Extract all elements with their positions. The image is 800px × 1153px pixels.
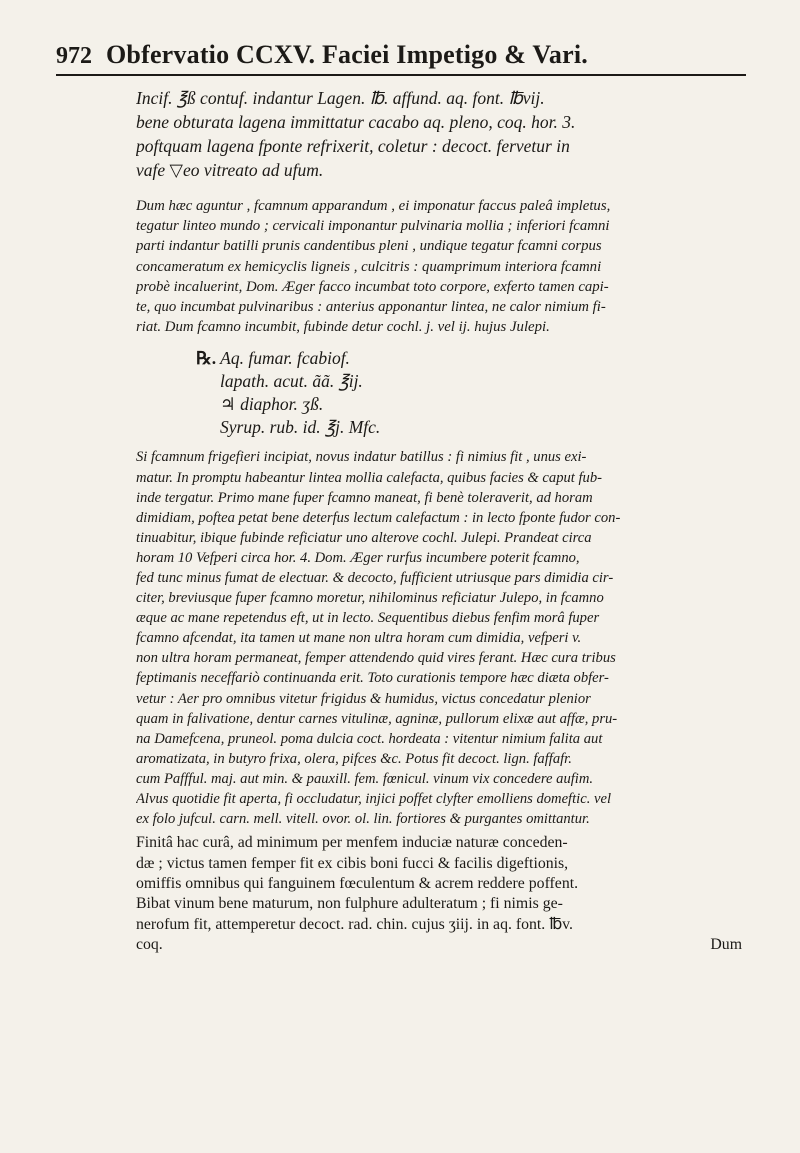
- text-line: fed tunc minus fumat de electuar. & decocto, fufficient utriusque pars dimidia cir-: [136, 569, 614, 586]
- text-line: te, quo incumbat pulvinaribus : anterius apponantur lintea, ne calor nimium fi-: [136, 299, 606, 316]
- text-line: Finitâ hac curâ, ad minimum per menfem induciæ naturæ conceden-: [136, 834, 568, 852]
- text-line: poftquam lagena fponte refrixerit, coletur : decoct. fervetur in: [136, 136, 570, 156]
- paragraph-aftercare: [136, 833, 742, 935]
- page-body: [136, 86, 742, 955]
- text-line: na Damefcena, pruneol. poma dulcia coct. hordeata : vitentur nimium falita aut: [136, 730, 603, 747]
- paragraph-scamnum-preparation: [136, 196, 742, 337]
- text-line: parti indantur batilli prunis candentibus pleni , undique tegatur fcamni corpus: [136, 238, 602, 255]
- text-line: horam 10 Vefperi circa hor. 4. Dom. Æger rurfus incumbere poterit fcamno,: [136, 549, 580, 566]
- recipe-line: [196, 347, 742, 370]
- text-line: non ultra horam permaneat, femper attendendo quid vires ferant. Hæc cura tribus: [136, 650, 616, 667]
- text-line: riat. Dum fcamno incumbit, fubinde detur cochl. j. vel ij. hujus Julepi.: [136, 319, 550, 336]
- paragraph-treatment-regimen: [136, 447, 742, 829]
- text-line: inde tergatur. Primo mane fuper fcamno maneat, fi benè toleraverit, ad horam: [136, 489, 593, 506]
- text-line: vetur : Aer pro omnibus vitetur frigidus & humidus, victus concedatur plenior: [136, 690, 591, 707]
- text-line: bene obturata lagena immittatur cacabo aq. pleno, coq. hor. 3.: [136, 112, 576, 132]
- text-line: omiffis omnibus qui fanguinem fœculentum & acrem reddere poffent.: [136, 875, 579, 893]
- text-line: probè incaluerint, Dom. Æger facco incumbat toto corpore, exferto tamen capi-: [136, 278, 609, 295]
- text-line: Alvus quotidie fit aperta, fi occludatur, injici poffet clyfter emolliens domeftic. vel: [136, 791, 612, 808]
- text-line: concameratum ex hemicyclis ligneis , culcitris : quamprimum interiora fcamni: [136, 258, 602, 275]
- recipe-line: Syrup. rub. id. ℥j. Mfc.: [220, 417, 381, 438]
- text-line: feptimanis neceffariò continuanda erit. Toto curationis tempore hæc diæta obfer-: [136, 670, 609, 687]
- catchword-line: [136, 935, 742, 955]
- text-line: Si fcamnum frigefieri incipiat, novus indatur batillus : fi nimius fit , unus exi-: [136, 449, 587, 466]
- text-line: dæ ; victus tamen femper fit ex cibis boni fucci & facilis digeftionis,: [136, 854, 569, 872]
- running-title: Obfervatio CCXV. Faciei Impetigo & Vari.: [106, 40, 588, 69]
- recipe-symbol: ℞.: [196, 348, 217, 369]
- text-line: citer, breviusque fuper fcamno moretur, nihilominus reficiatur Julepo, in fcamno: [136, 590, 604, 607]
- text-line: tinuabitur, ibique fubinde reficiatur uno alterove cochl. Julepi. Prandeat circa: [136, 529, 592, 546]
- text-line: ex folo jufcul. carn. mell. vitell. ovor. ol. lin. fortiores & purgantes omittantur.: [136, 811, 590, 828]
- line-continuation: coq.: [136, 936, 163, 954]
- recipe-line: lapath. acut. ãã. ℥ij.: [220, 371, 363, 392]
- text-line: æque ac mane repetendus eft, ut in lecto. Sequentibus diebus fenfim morâ fuper: [136, 610, 600, 627]
- julep-recipe: [196, 347, 742, 439]
- text-line: fcamno afcendat, ita tamen ut mane non ultra horam cum dimidia, vefperi v.: [136, 630, 582, 647]
- running-header: [56, 40, 746, 76]
- page-number: 972: [56, 43, 92, 69]
- text-line: tegatur linteo mundo ; cervicali imponantur pulvinaria mollia ; inferiori fcamni: [136, 218, 610, 235]
- recipe-intro-paragraph: [136, 86, 742, 182]
- text-line: cum Paffful. maj. aut min. & pauxill. fem. fœnicul. vinum vix concedere aufim.: [136, 770, 594, 787]
- recipe-ingredient: Aq. fumar. fcabiof.: [220, 348, 350, 369]
- text-line: Incif. ℥ß contuf. indantur Lagen. ℔. affund. aq. font. ℔vij.: [136, 88, 545, 108]
- text-line: matur. In promptu habeantur lintea mollia calefacta, quibus facies & caput fub-: [136, 469, 603, 486]
- text-line: aromatizata, in butyro frixa, olera, pifces &c. Potus fit decoct. lign. faffafr.: [136, 750, 572, 767]
- text-line: nerofum fit, attemperetur decoct. rad. chin. cujus ʒiij. in aq. font. ℔v.: [136, 915, 573, 933]
- text-line: quam in falivatione, dentur carnes vitulinæ, agninæ, pullorum elixæ aut affæ, pru-: [136, 710, 618, 727]
- text-line: vafe ▽eo vitreato ad ufum.: [136, 160, 324, 180]
- text-line: dimidiam, poftea petat bene deterfus lectum calefactum : in lecto fponte fudor con-: [136, 509, 621, 526]
- recipe-line: ♃ diaphor. ʒß.: [220, 394, 324, 415]
- text-line: Bibat vinum bene maturum, non fulphure adulteratum ; fi nimis ge-: [136, 895, 563, 913]
- text-line: Dum hæc aguntur , fcamnum apparandum , ei imponatur faccus paleâ impletus,: [136, 198, 611, 214]
- catchword: Dum: [710, 936, 742, 954]
